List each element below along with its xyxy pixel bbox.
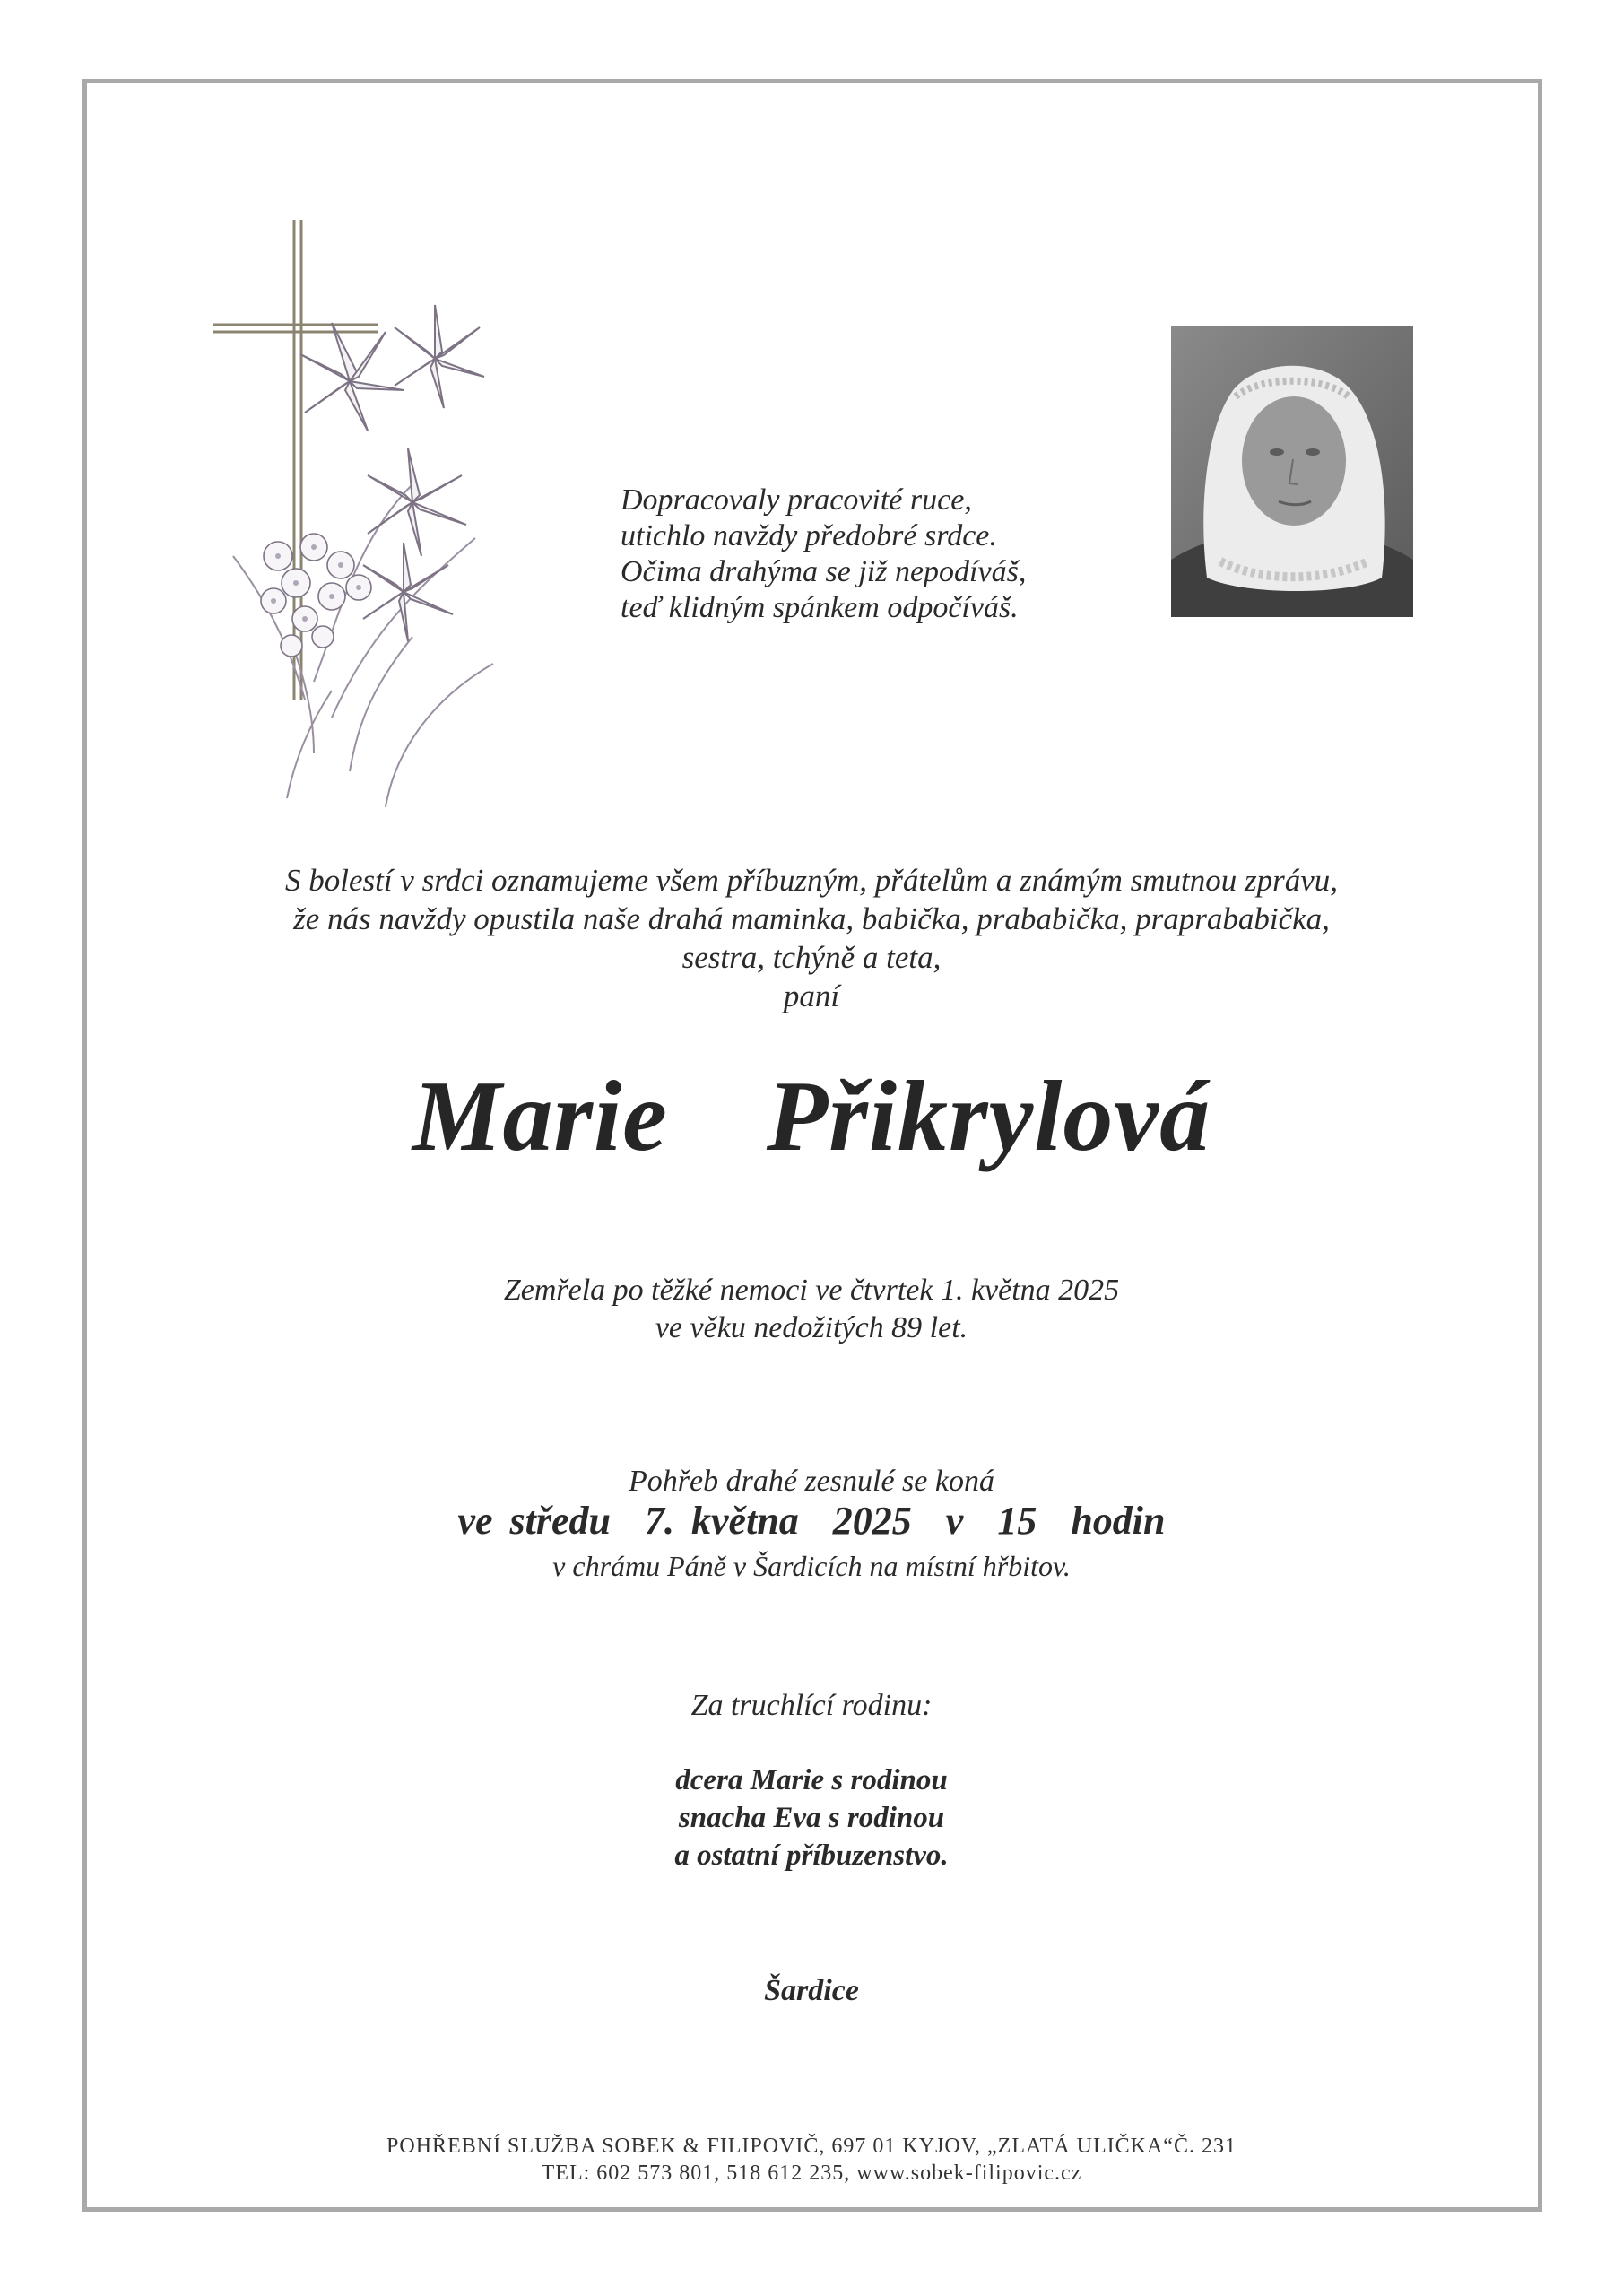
poem-line: Očima drahýma se již nepodíváš, xyxy=(621,555,1027,588)
place-name: Šardice xyxy=(764,1974,859,2007)
cross-icon xyxy=(206,215,547,825)
announcement-line: že nás navždy opustila naše drahá maminka, babička, prababička, praprababička, xyxy=(293,901,1330,936)
announcement xyxy=(135,861,1488,1015)
death-info xyxy=(135,1272,1488,1347)
poem xyxy=(621,483,1123,626)
funeral-datetime: ve středu 7. května 2025 v 15 hodin xyxy=(457,1499,1166,1543)
funeral-intro: Pohřeb drahé zesnulé se koná xyxy=(629,1465,994,1498)
deceased-name: Marie Přikrylová xyxy=(412,1061,1211,1172)
cross-flowers-decoration xyxy=(206,215,547,825)
announcement-line: S bolestí v srdci oznamujeme všem příbuzným, přátelům a známým smutnou zprávu, xyxy=(284,863,1338,898)
portrait-photo xyxy=(1171,326,1413,617)
announcement-line: paní xyxy=(783,978,840,1013)
poem-line: teď klidným spánkem odpočíváš. xyxy=(621,591,1019,624)
family-list xyxy=(135,1761,1488,1874)
footer-address: POHŘEBNÍ SLUŽBA SOBEK & FILIPOVIČ, 697 01 KYJOV, „ZLATÁ ULIČKA“Č. 231 xyxy=(386,2135,1237,2158)
family-member: dcera Marie s rodinou xyxy=(675,1764,948,1796)
death-date: Zemřela po těžké nemoci ve čtvrtek 1. května 2025 xyxy=(503,1274,1120,1307)
announcement-line: sestra, tchýně a teta, xyxy=(681,940,942,975)
poem-line: utichlo navždy předobré srdce. xyxy=(621,519,997,552)
family-intro: Za truchlící rodinu: xyxy=(690,1689,933,1722)
funeral-location: v chrámu Páně v Šardicích na místní hřbitov. xyxy=(552,1550,1071,1582)
poem-line: Dopracovaly pracovité ruce, xyxy=(621,483,972,517)
family-member: a ostatní příbuzenstvo. xyxy=(674,1839,949,1872)
family-member: snacha Eva s rodinou xyxy=(678,1802,945,1834)
death-age: ve věku nedožitých 89 let. xyxy=(655,1311,968,1344)
funeral-service-footer xyxy=(135,2133,1488,2187)
footer-contact: TEL: 602 573 801, 518 612 235, www.sobek-filipovic.cz xyxy=(541,2161,1082,2185)
